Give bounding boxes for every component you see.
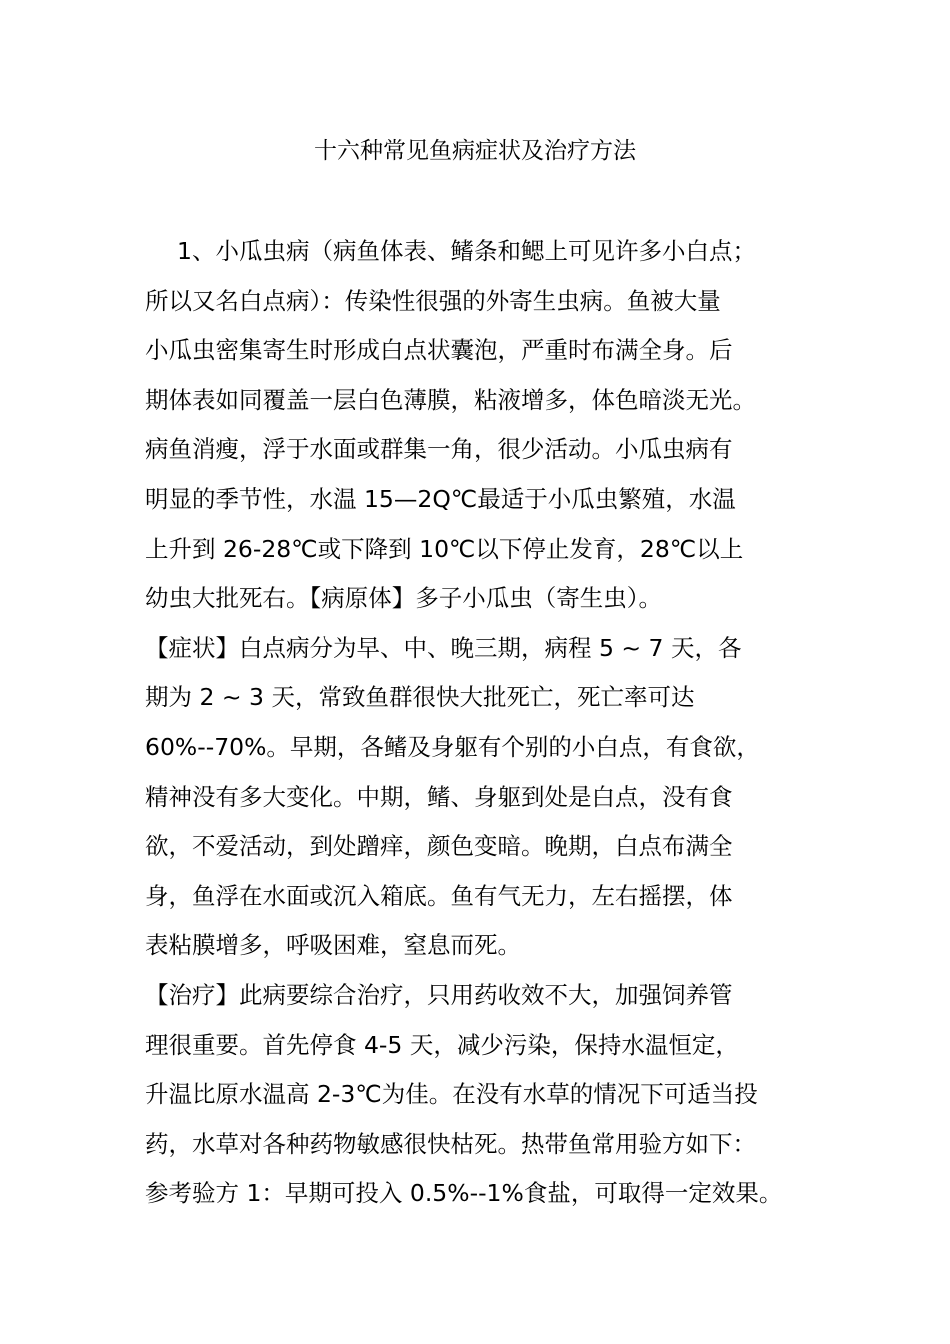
text-line: 病鱼消瘦，浮于水面或群集一角，很少活动。小瓜虫病有	[145, 435, 733, 464]
text-line: 参考验方 1：早期可投入 0.5%--1%食盐，可取得一定效果。	[145, 1179, 783, 1208]
text-line: 药，水草对各种药物敏感很快枯死。热带鱼常用验方如下：	[145, 1129, 756, 1158]
text-line: 1、小瓜虫病（病鱼体表、鳍条和鳃上可见许多小白点；	[177, 237, 756, 265]
text-line: 期为 2 ~ 3 天，常致鱼群很快大批死亡，死亡率可达	[145, 683, 695, 712]
document-title: 十六种常见鱼病症状及治疗方法	[314, 138, 636, 164]
text-line: 精神没有多大变化。中期，鳍、身躯到处是白点，没有食	[145, 782, 733, 811]
text-line: 欲，不爱活动，到处蹭痒，颜色变暗。晚期，白点布满全	[145, 832, 733, 861]
text-line: 上升到 26-28℃或下降到 10℃以下停止发育，28℃以上	[145, 534, 744, 563]
text-line: 所以又名白点病）：传染性很强的外寄生虫病。鱼被大量	[145, 286, 721, 315]
document-body	[145, 227, 845, 1219]
text-line: 升温比原水温高 2-3℃为佳。在没有水草的情况下可适当投	[145, 1080, 758, 1109]
text-line: 期体表如同覆盖一层白色薄膜，粘液增多，体色暗淡无光。	[145, 385, 756, 414]
text-line: 理很重要。首先停食 4-5 天，减少污染，保持水温恒定，	[145, 1030, 739, 1059]
text-line: 身，鱼浮在水面或沉入箱底。鱼有气无力，左右摇摆，体	[145, 881, 733, 910]
text-line: 小瓜虫密集寄生时形成白点状囊泡，严重时布满全身。后	[145, 336, 733, 365]
text-line: 表粘膜增多，呼吸困难，窒息而死。	[145, 931, 521, 960]
text-line: 60%--70%。早期，各鳍及身躯有个别的小白点，有食欲，	[145, 732, 760, 761]
text-line: 幼虫大批死右。【病原体】多子小瓜虫（寄生虫）。	[145, 584, 662, 613]
text-line: 明显的季节性，水温 15—2Q℃最适于小瓜虫繁殖，水温	[145, 484, 736, 513]
text-line: 【治疗】此病要综合治疗，只用药收效不大，加强饲养管	[145, 980, 733, 1009]
text-line: 【症状】白点病分为早、中、晚三期，病程 5 ~ 7 天，各	[145, 633, 742, 662]
